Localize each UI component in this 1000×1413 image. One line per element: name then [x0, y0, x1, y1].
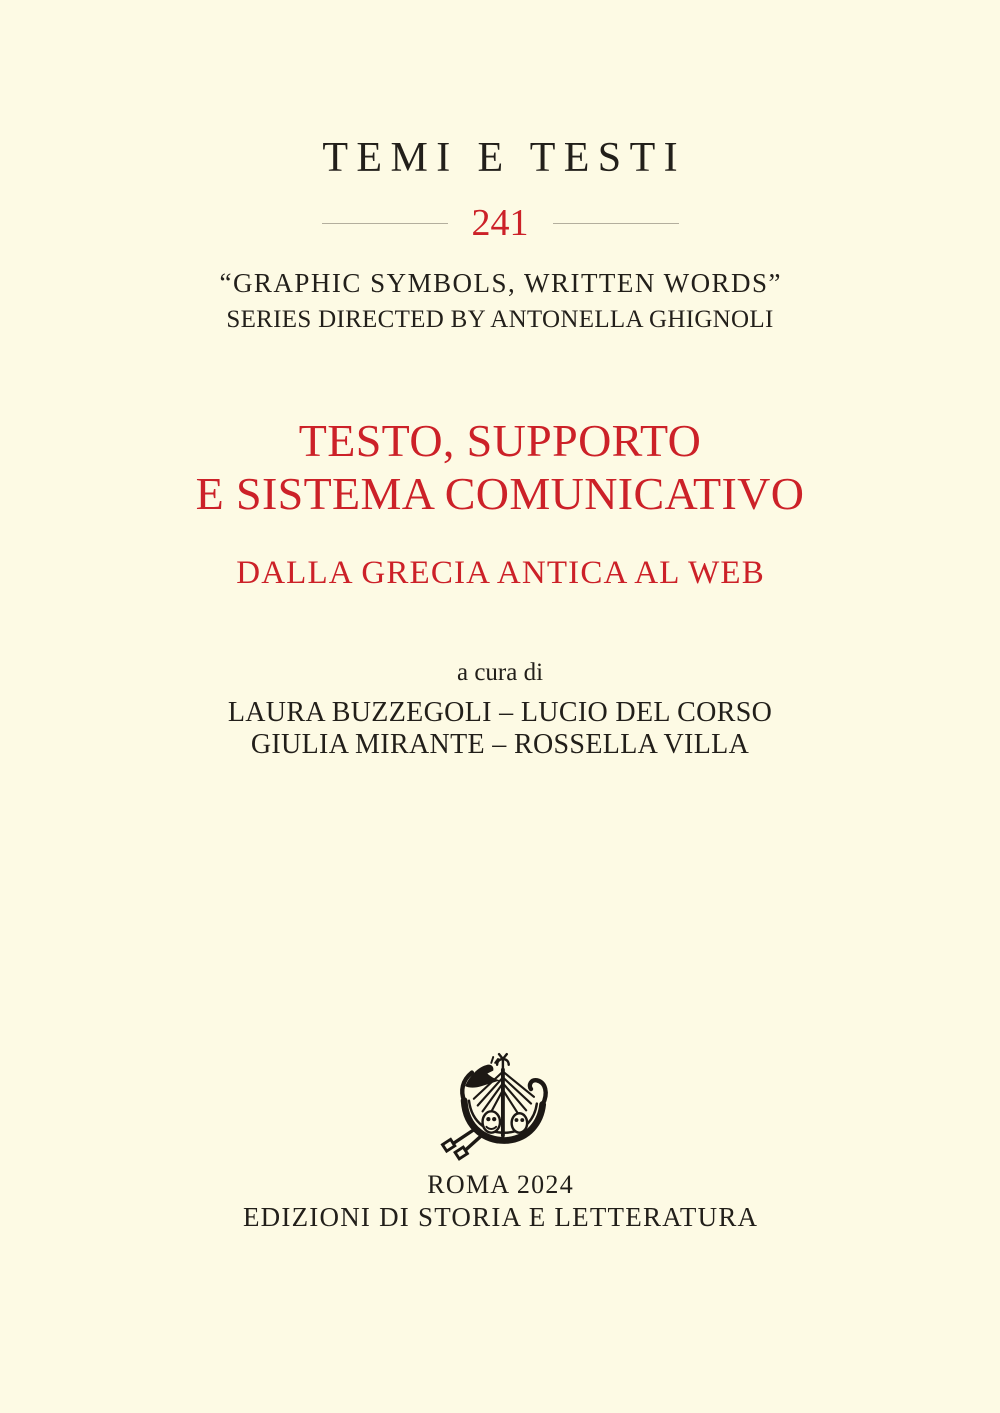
- series-director-line: SERIES DIRECTED BY ANTONELLA GHIGNOLI: [226, 306, 774, 333]
- book-title: [0, 414, 1000, 521]
- editors-line2: GIULIA MIRANTE – ROSSELLA VILLA: [250, 729, 750, 761]
- publisher-logo: [0, 1050, 1000, 1167]
- book-subtitle: DALLA GRECIA ANTICA AL WEB: [236, 555, 765, 591]
- left-rule-divider: [322, 223, 448, 224]
- editors-line1: LAURA BUZZEGOLI – LUCIO DEL CORSO: [227, 697, 773, 728]
- subseries-title: “GRAPHIC SYMBOLS, WRITTEN WORDS”: [219, 268, 783, 298]
- publisher-name: EDIZIONI DI STORIA E LETTERATURA: [242, 1202, 759, 1232]
- ancient-ship-logo-icon: [437, 1050, 563, 1167]
- edited-by-label: a cura di: [456, 659, 544, 686]
- series-title: TEMI E TESTI: [322, 135, 687, 181]
- right-rule-divider: [553, 223, 679, 224]
- place-and-year: ROMA 2024: [427, 1170, 575, 1199]
- editors-names: [0, 697, 1000, 762]
- series-number: 241: [471, 202, 529, 244]
- book-title-line1: TESTO, SUPPORTO: [298, 415, 702, 466]
- series-number-row: [0, 204, 1000, 242]
- book-title-line2: E SISTEMA COMUNICATIVO: [195, 468, 805, 520]
